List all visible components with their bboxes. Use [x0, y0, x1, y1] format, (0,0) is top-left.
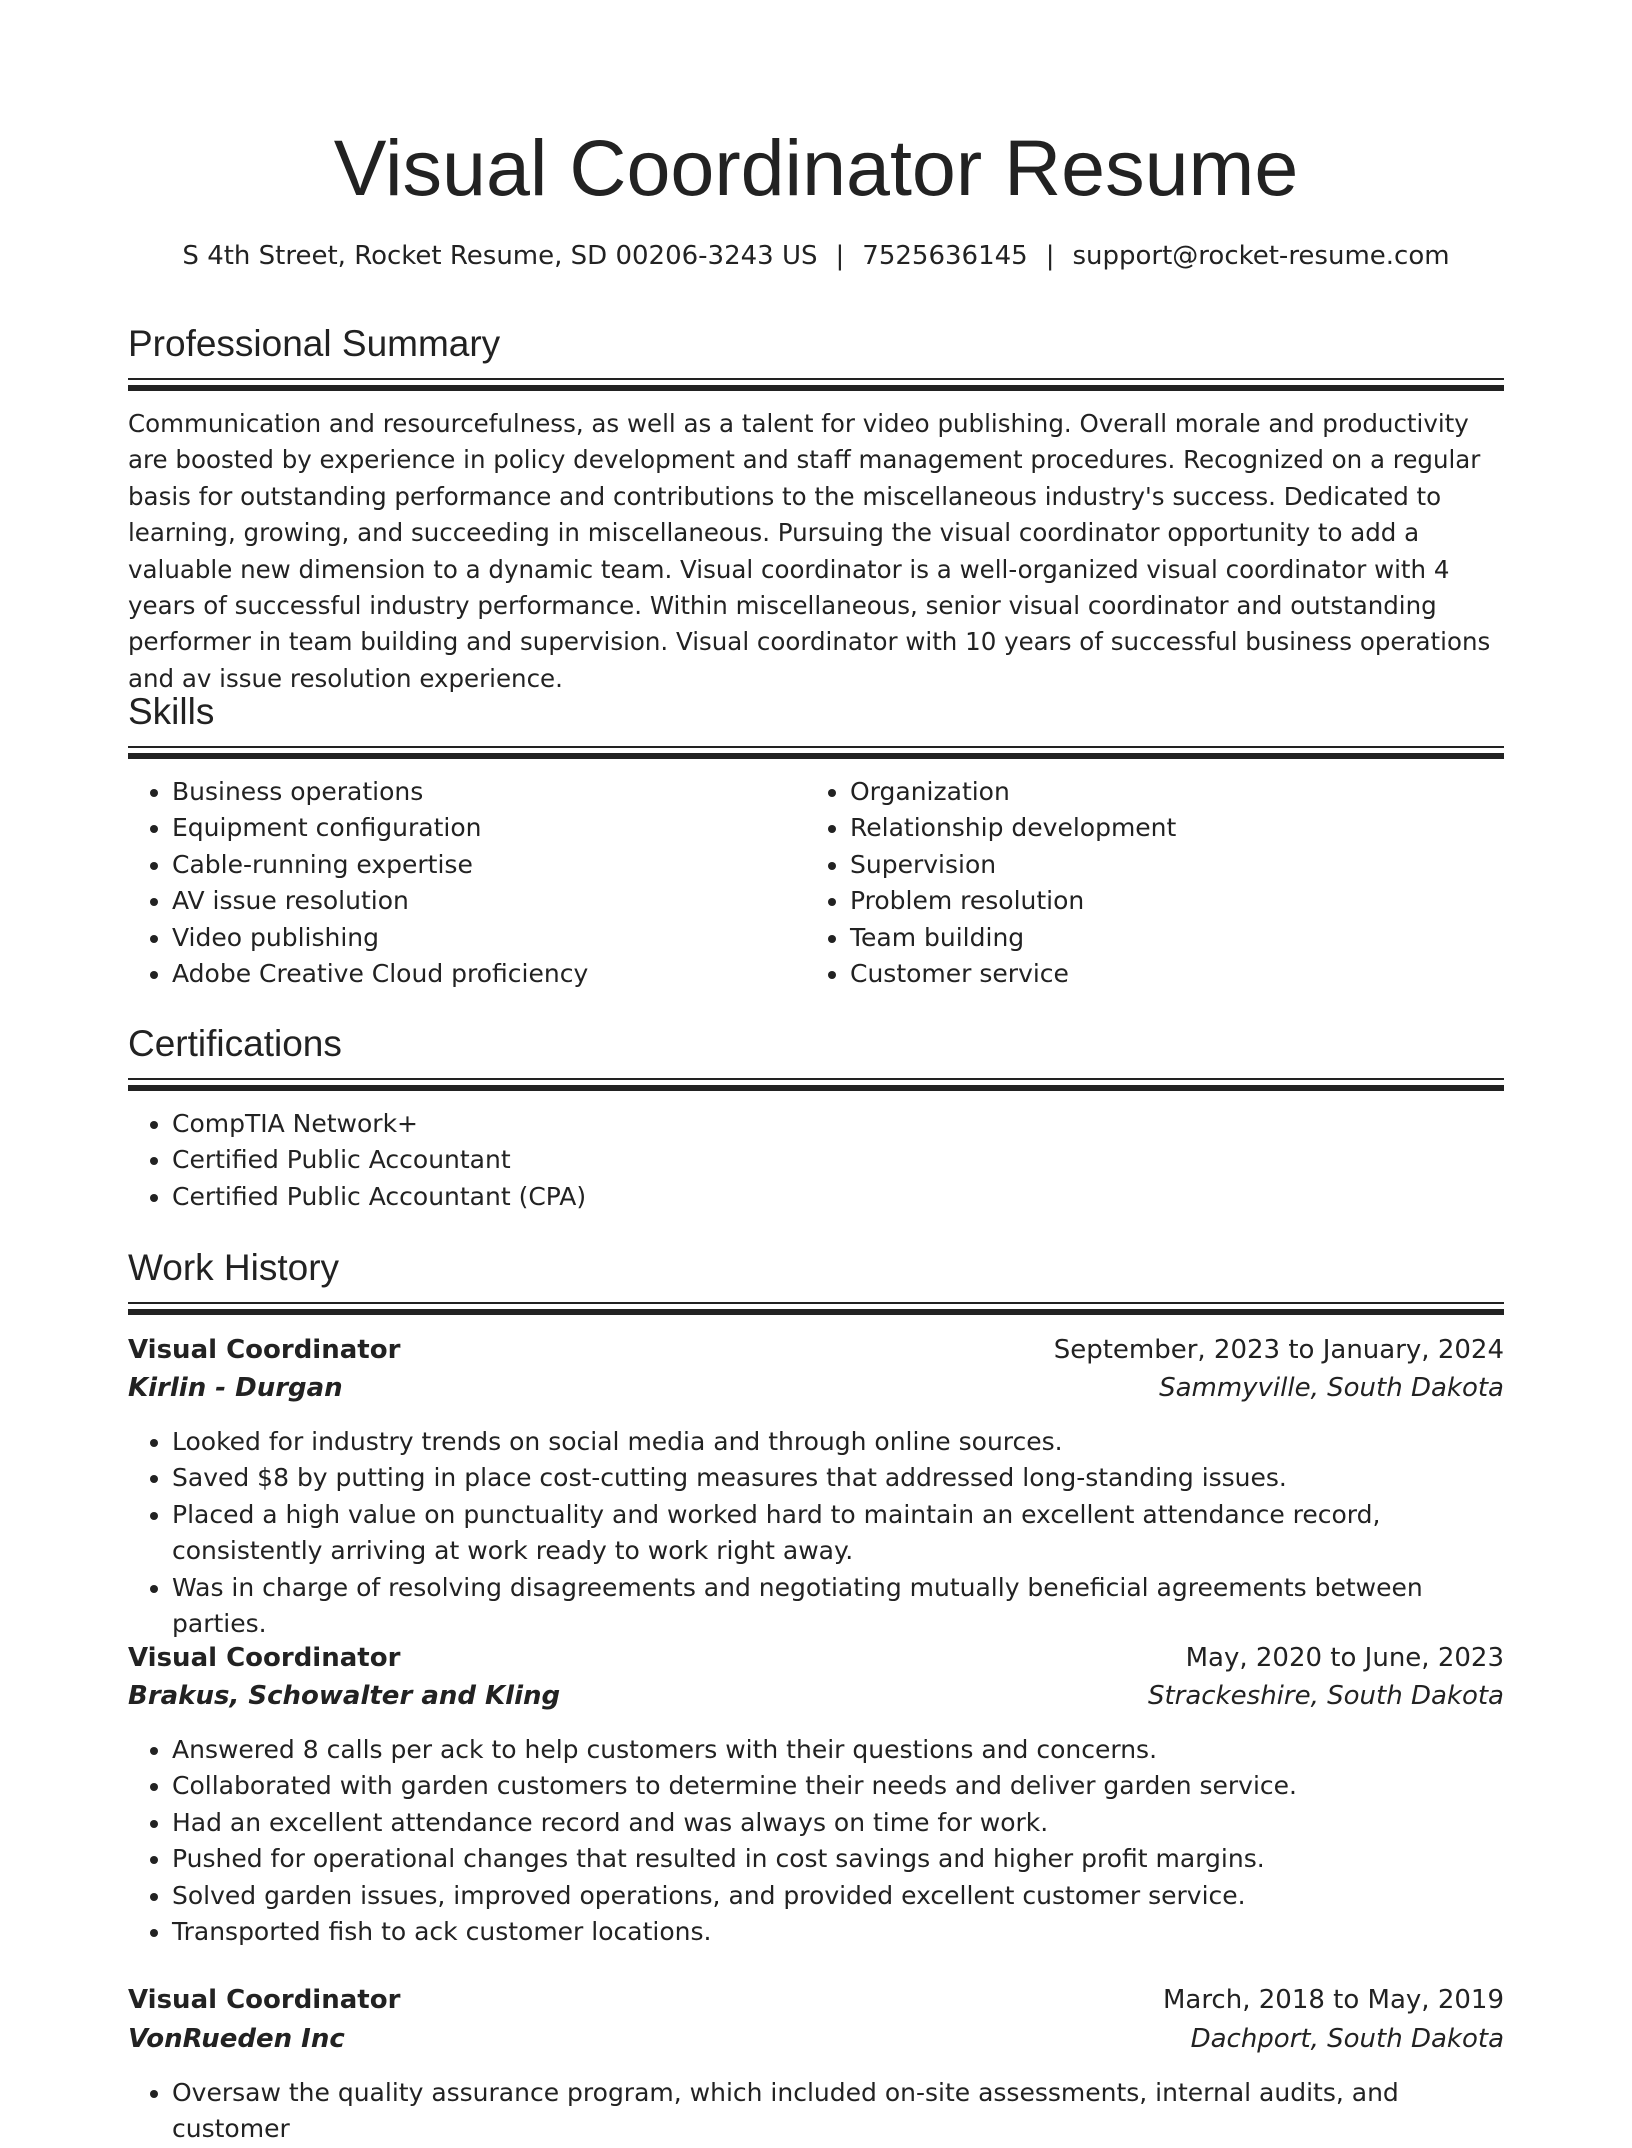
certification-item: • Certified Public Accountant [172, 1142, 1504, 1178]
job-bullets [128, 1424, 1504, 1642]
skill-item: • Organization [850, 774, 1500, 810]
job-company: VonRueden Inc [128, 2024, 345, 2054]
section-divider [128, 378, 1504, 389]
job-bullets [128, 1732, 1504, 1950]
section-divider [128, 1302, 1504, 1313]
skill-item: • Supervision [850, 847, 1500, 883]
job-bullet: • Was in charge of resolving disagreements and negotiating mutually beneficial agreements between parties. [172, 1570, 1504, 1643]
job-bullets [128, 2075, 1504, 2148]
skill-item: • Relationship development [850, 810, 1500, 846]
skill-item: • Business operations [172, 774, 802, 810]
job-title: Visual Coordinator [128, 1335, 401, 1365]
section-title-certifications: Certifications [128, 1023, 342, 1064]
job-title: Visual Coordinator [128, 1985, 401, 2015]
section-title-skills: Skills [128, 691, 215, 732]
skill-item: • Video publishing [172, 920, 802, 956]
job-bullet: • Saved $8 by putting in place cost-cutting measures that addressed long-standing issues. [172, 1460, 1504, 1496]
certification-item: • CompTIA Network+ [172, 1106, 1504, 1142]
job-bullet: • Pushed for operational changes that resulted in cost savings and higher profit margins. [172, 1841, 1504, 1877]
skill-item: • Adobe Creative Cloud proficiency [172, 956, 802, 992]
job-dates: September, 2023 to January, 2024 [1053, 1335, 1504, 1365]
job-location: Sammyville, South Dakota [1159, 1373, 1504, 1403]
job-bullet: • Solved garden issues, improved operations, and provided excellent customer service. [172, 1878, 1504, 1914]
section-title-work-history: Work History [128, 1247, 340, 1288]
job-bullet: • Transported fish to ack customer locations. [172, 1914, 1504, 1950]
section-divider [128, 1078, 1504, 1089]
job-dates: May, 2020 to June, 2023 [1185, 1643, 1504, 1673]
section-title-summary: Professional Summary [128, 323, 501, 364]
certifications-list [128, 1106, 1504, 1215]
contact-address: S 4th Street, Rocket Resume, SD 00206-3243 US [182, 241, 818, 271]
job-bullet: • Looked for industry trends on social media and through online sources. [172, 1424, 1504, 1460]
skill-item: • Team building [850, 920, 1500, 956]
summary-text: Communication and resourcefulness, as well as a talent for video publishing. Overall morale and productivity are boosted by experience in policy development and staff management procedures. Recognized on a regular basis for outstanding performance and contributions to the miscellaneous industry's success. Dedicated to learning, growing, and succeeding in miscellaneous. Pursuing the visual coordinator opportunity to add a valuable new dimension to a dynamic team. Visual coordinator is a well-organized visual coordinator with 4 years of successful industry performance. Within miscellaneous, senior visual coordinator and outstanding performer in team building and supervision. Visual coordinator with 10 years of successful business operations and av issue resolution experience. [128, 409, 1491, 693]
job-location: Dachport, South Dakota [1190, 2024, 1504, 2054]
contact-separator: | [835, 241, 845, 271]
certification-item: • Certified Public Accountant (CPA) [172, 1179, 1504, 1215]
contact-separator: | [1045, 241, 1055, 271]
section-divider [128, 746, 1504, 757]
resume-title: Visual Coordinator Resume [333, 123, 1299, 212]
job-bullet: • Placed a high value on punctuality and worked hard to maintain an excellent attendance record, consistently arriving at work ready to work right away. [172, 1497, 1504, 1570]
job-bullet: • Collaborated with garden customers to determine their needs and deliver garden service. [172, 1768, 1504, 1804]
skills-list-right [806, 774, 1500, 992]
skills-list-left [128, 774, 802, 992]
skill-item: • Cable-running expertise [172, 847, 802, 883]
job-bullet: • Answered 8 calls per ack to help customers with their questions and concerns. [172, 1732, 1504, 1768]
job-bullet: • Had an excellent attendance record and was always on time for work. [172, 1805, 1504, 1841]
job-bullet: • Oversaw the quality assurance program, which included on-site assessments, internal audits, and customer [172, 2075, 1504, 2148]
contact-line [128, 236, 1504, 276]
skill-item: • Equipment configuration [172, 810, 802, 846]
skill-item: • AV issue resolution [172, 883, 802, 919]
skill-item: • Customer service [850, 956, 1500, 992]
job-dates: March, 2018 to May, 2019 [1162, 1985, 1504, 2015]
job-company: Brakus, Schowalter and Kling [128, 1681, 561, 1711]
contact-phone: 7525636145 [862, 241, 1028, 271]
job-company: Kirlin - Durgan [128, 1373, 343, 1403]
skill-item: • Problem resolution [850, 883, 1500, 919]
job-location: Strackeshire, South Dakota [1147, 1681, 1504, 1711]
contact-email: support@rocket-resume.com [1072, 241, 1450, 271]
job-title: Visual Coordinator [128, 1643, 401, 1673]
